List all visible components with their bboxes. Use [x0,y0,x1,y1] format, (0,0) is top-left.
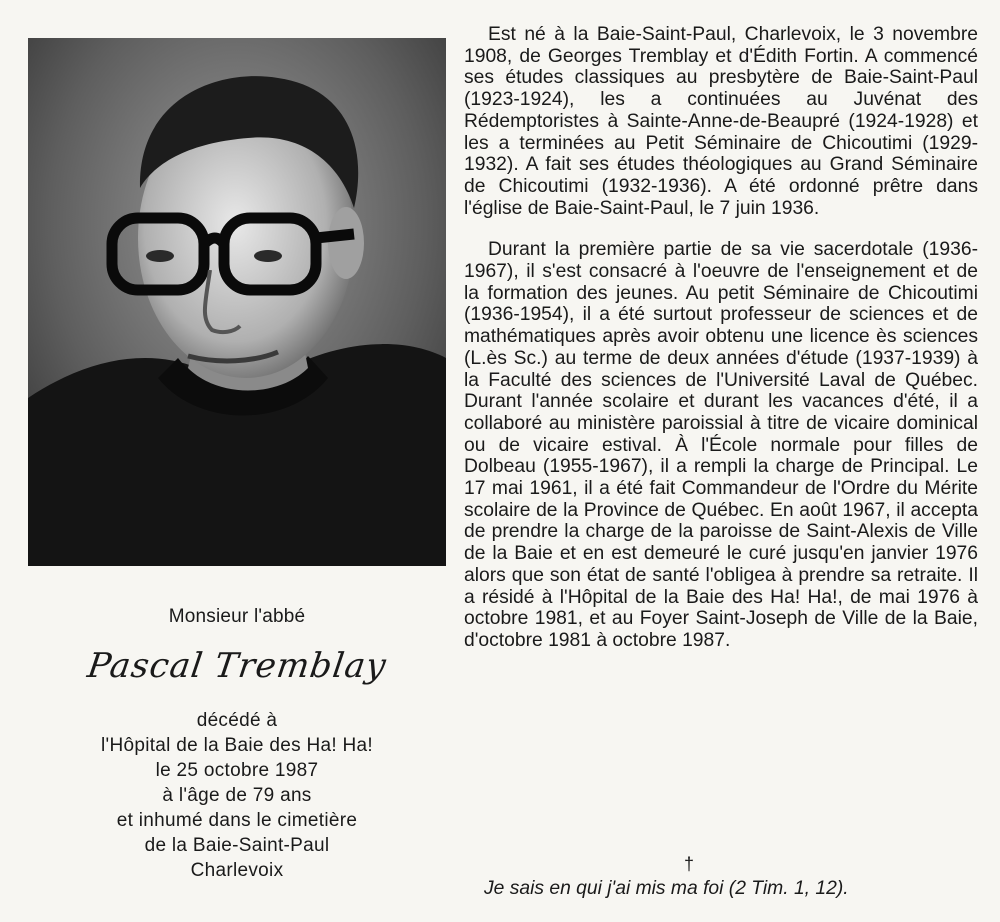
death-line: de la Baie-Saint-Paul [144,835,330,856]
biography-paragraph-birth-education: Est né à la Baie-Saint-Paul, Charlevoix, le 3 novembre 1908, de Georges Tremblay et d'Édith Fortin. A commencé ses études classiques au presbytère de Baie-Saint-Paul (1923-1924), les a continuées au Juvénat des Rédemptoristes à Sainte-Anne-de-Beaupré (1924-1928) et les a terminées au Petit Séminaire de Chicoutimi (1929-1932). A fait ses études théologiques au Grand Séminaire de Chicoutimi (1932-1936). A été ordonné prêtre dans l'église de Baie-Saint-Paul, le 7 juin 1936. [464,24,978,219]
deceased-name-signature: Pascal Tremblay [84,646,390,686]
portrait-illustration [28,38,446,566]
death-details [28,708,446,883]
death-line: l'Hôpital de la Baie des Ha! Ha! [101,735,373,756]
cross-icon: † [684,854,695,874]
biography-paragraph-career: Durant la première partie de sa vie sacerdotale (1936-1967), il s'est consacré à l'oeuvre de l'enseignement et de la formation des jeunes. Au petit Séminaire de Chicoutimi (1936-1954), il a été surtout professeur de sciences et de mathématiques après avoir obtenu une licence ès sciences (L.ès Sc.) au terme de deux années d'étude (1937-1939) à la Faculté des sciences de l'Université Laval de Québec. Durant l'année scolaire et durant les vacances d'été, il a collaboré au ministère paroissial à titre de vicaire dominical ou de vicaire estival. À l'École normale pour filles de Dolbeau (1955-1967), il a rempli la charge de Principal. Le 17 mai 1961, il a été fait Commandeur de l'Ordre du Mérite scolaire de la Province de Québec. En août 1967, il accepta de prendre la charge de la paroisse de Saint-Alexis de Ville de la Baie et en est demeuré le curé jusqu'en janvier 1976 alors que son état de santé l'obligea à prendre sa retraite. Il a résidé à l'Hôpital de la Baie des Ha! Ha!, de mai 1976 à octobre 1981, et au Foyer Saint-Joseph de Ville de la Baie, d'octobre 1981 à octobre 1987. [464,239,978,651]
death-line: Charlevoix [190,860,284,881]
death-line: le 25 octobre 1987 [155,760,319,781]
biography-column [464,24,978,652]
honorific-title: Monsieur l'abbé [168,606,306,627]
portrait-photo [28,38,446,566]
death-line: à l'âge de 79 ans [162,785,312,806]
death-line: décédé à [196,710,278,731]
scripture-verse: Je sais en qui j'ai mis ma foi (2 Tim. 1, 12). [484,878,849,899]
left-column [28,606,446,883]
death-line: et inhumé dans le cimetière [116,810,358,831]
